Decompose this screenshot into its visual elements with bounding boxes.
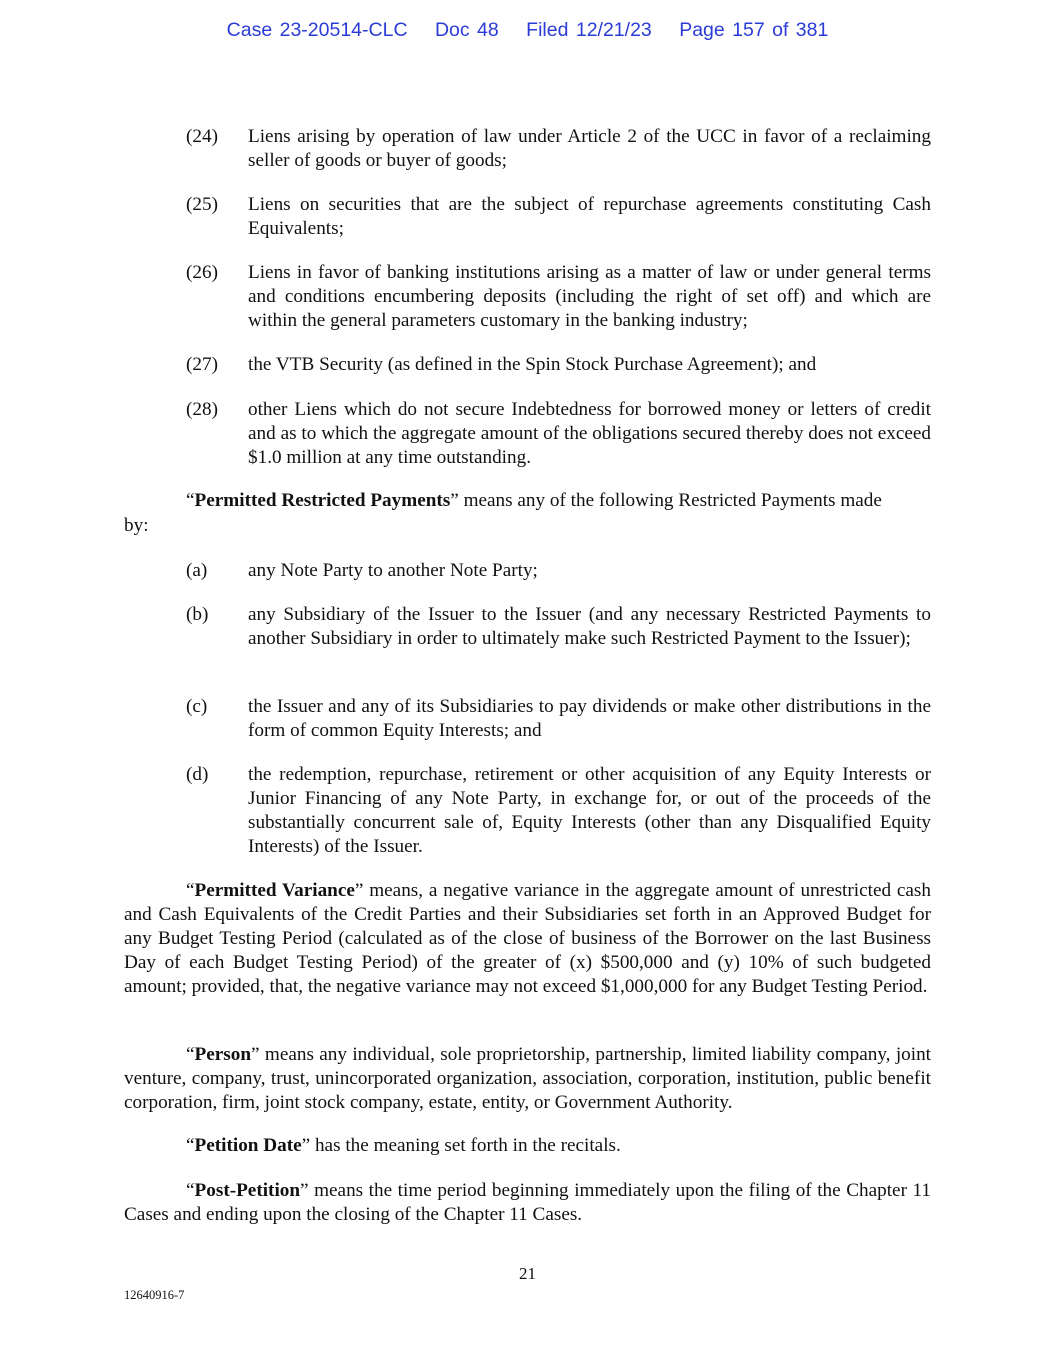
lien-item: [186, 261, 931, 333]
defined-term: Permitted Variance: [194, 880, 355, 901]
item-number: (25): [186, 194, 218, 215]
page-number: 21: [519, 1264, 536, 1283]
item-text: any Note Party to another Note Party;: [248, 560, 538, 581]
definition-text: ” means any of the following Restricted Payments made: [450, 490, 882, 511]
open-quote: “: [186, 1135, 195, 1156]
defined-term: Post-Petition: [194, 1180, 301, 1201]
item-number: (26): [186, 262, 218, 283]
filed-date: Filed 12/21/23: [526, 19, 652, 41]
item-number: (d): [186, 764, 209, 785]
definition-permitted-restricted-payments: [186, 489, 931, 513]
item-text: Liens arising by operation of law under Article 2 of the UCC in favor of a reclaiming seller of goods or buyer of goods;: [248, 126, 931, 171]
item-text: the VTB Security (as defined in the Spin Stock Purchase Agreement); and: [248, 354, 817, 375]
item-number: (a): [186, 560, 208, 581]
payment-item: [186, 763, 931, 859]
court-filing-header: [0, 18, 1055, 42]
lien-item: [186, 125, 931, 173]
payment-item: [186, 695, 931, 743]
open-quote: “: [186, 1180, 195, 1201]
item-text: any Subsidiary of the Issuer to the Issuer (and any necessary Restricted Payments to another Subsidiary in order to ultimately make such Restricted Payment to the Issuer);: [248, 604, 931, 649]
definition-post-petition: [124, 1179, 931, 1227]
item-number: (24): [186, 126, 218, 147]
lien-item: [186, 193, 931, 241]
lien-item: [186, 398, 931, 470]
item-number: (c): [186, 696, 208, 717]
item-text: Liens on securities that are the subject of repurchase agreements constituting Cash Equivalents;: [248, 194, 931, 239]
definition-tail: by:: [124, 515, 149, 536]
page-count: Page 157 of 381: [679, 19, 829, 41]
definition-permitted-variance: [124, 879, 931, 999]
item-text: Liens in favor of banking institutions arising as a matter of law or under general terms and conditions encumbering deposits (including the right of set off) and which are within the general parameters customary in the banking industry;: [248, 262, 931, 331]
definition-text: ” has the meaning set forth in the recitals.: [301, 1135, 621, 1156]
definition-petition-date: [124, 1134, 931, 1158]
payment-item: [186, 559, 931, 583]
definition-text: ” means any individual, sole proprietorship, partnership, limited liability company, joint venture, company, trust, unincorporated organization, association, corporation, institution, public benefit corporation, firm, joint stock company, estate, entity, or Government Authority.: [124, 1044, 931, 1113]
definition-text: ” means the time period beginning immediately upon the filing of the Chapter 11 Cases and ending upon the closing of the Chapter 11 Cases.: [124, 1180, 931, 1225]
case-number: Case 23-20514-CLC: [226, 19, 408, 41]
open-quote: “: [186, 490, 195, 511]
defined-term: Permitted Restricted Payments: [194, 490, 451, 511]
item-text: the redemption, repurchase, retirement or other acquisition of any Equity Interests or Junior Financing of any Note Party, in exchange for, or out of the proceeds of the substantially concurrent sale of, Equity Interests (other than any Disqualified Equity Interests) of the Issuer.: [248, 764, 931, 857]
item-number: (28): [186, 399, 218, 420]
open-quote: “: [186, 1044, 195, 1065]
open-quote: “: [186, 880, 195, 901]
document-id: 12640916-7: [124, 1288, 185, 1302]
item-text: the Issuer and any of its Subsidiaries to pay dividends or make other distributions in the form of common Equity Interests; and: [248, 696, 931, 741]
payment-item: [186, 603, 931, 651]
lien-item: [186, 353, 931, 377]
doc-number: Doc 48: [434, 19, 499, 41]
definition-person: [124, 1043, 931, 1115]
defined-term: Person: [194, 1044, 252, 1065]
defined-term: Petition Date: [194, 1135, 302, 1156]
item-number: (27): [186, 354, 218, 375]
definition-text: ” means, a negative variance in the aggregate amount of unrestricted cash and Cash Equivalents of the Credit Parties and their Subsidiaries set forth in an Approved Budget for any Budget Testing Period (calculated as of the close of business of the Borrower on the last Business Day of each Budget Testing Period) of the greater of (x) $500,000 and (y) 10% of such budgeted amount; provided, that, the negative variance may not exceed $1,000,000 for any Budget Testing Period.: [124, 880, 931, 997]
item-text: other Liens which do not secure Indebtedness for borrowed money or letters of credit and as to which the aggregate amount of the obligations secured thereby does not exceed $1.0 million at any time outstanding.: [248, 399, 931, 468]
item-number: (b): [186, 604, 209, 625]
